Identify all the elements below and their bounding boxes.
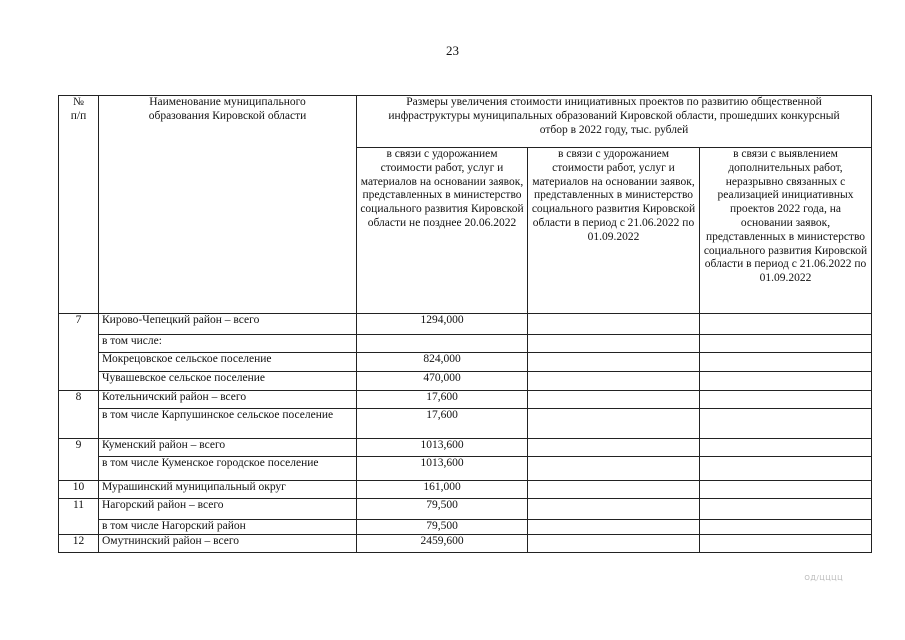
row-number: 12 <box>59 534 99 552</box>
value-cell-empty <box>700 520 872 535</box>
value-cell-empty <box>528 353 700 372</box>
value-cell-empty <box>528 439 700 457</box>
value-cell: 824,000 <box>357 353 528 372</box>
value-cell: 2459,600 <box>357 534 528 552</box>
value-cell-empty <box>700 353 872 372</box>
header-col-2106-0109: в связи с удорожанием стоимости работ, услуг и материалов на основании заявок, представленных в министерство социального развития Кировской области в период с 21.06.2022 по 01.09.2022 <box>528 148 700 314</box>
row-number: 7 <box>59 314 99 391</box>
value-cell-empty <box>700 372 872 391</box>
municipality-name: Мурашинский муниципальный округ <box>99 481 357 499</box>
value-cell-empty <box>528 457 700 481</box>
municipality-name: Куменский район – всего <box>99 439 357 457</box>
value-cell-empty <box>528 335 700 353</box>
value-cell-empty <box>700 391 872 409</box>
row-number: 9 <box>59 439 99 481</box>
header-col-additional-works: в связи с выявлением дополнительных работ, неразрывно связанных с реализацией инициативных проектов 2022 года, на основании заявок, представленных в министерство социального развития Кировской области в период с 21.06.2022 по 01.09.2022 <box>700 148 872 314</box>
budget-table <box>58 95 872 553</box>
value-cell-empty <box>700 335 872 353</box>
value-cell: 1013,600 <box>357 457 528 481</box>
value-cell: 17,600 <box>357 391 528 409</box>
municipality-name: в том числе Карпушинское сельское поселение <box>99 409 357 439</box>
value-cell-empty <box>528 534 700 552</box>
row-number: 11 <box>59 499 99 535</box>
value-cell-empty <box>700 534 872 552</box>
value-cell: 79,500 <box>357 520 528 535</box>
stamp-mark: ОД/ЦЦЦЦ <box>804 574 843 582</box>
value-cell: 470,000 <box>357 372 528 391</box>
header-col-before-2006: в связи с удорожанием стоимости работ, услуг и материалов на основании заявок, представленных в министерство социального развития Кировской области не позднее 20.06.2022 <box>357 148 528 314</box>
value-cell: 1294,000 <box>357 314 528 335</box>
municipality-name: в том числе Куменское городское поселение <box>99 457 357 481</box>
value-cell-empty <box>700 439 872 457</box>
value-cell-empty <box>528 314 700 335</box>
value-cell-empty <box>528 409 700 439</box>
page-number: 23 <box>446 43 459 58</box>
municipality-name: Нагорский район – всего <box>99 499 357 520</box>
value-cell <box>357 335 528 353</box>
row-number: 10 <box>59 481 99 499</box>
value-cell-empty <box>700 314 872 335</box>
header-number: № п/п <box>59 96 99 314</box>
value-cell-empty <box>700 499 872 520</box>
value-cell: 79,500 <box>357 499 528 520</box>
value-cell-empty <box>528 372 700 391</box>
value-cell-empty <box>528 391 700 409</box>
value-cell: 161,000 <box>357 481 528 499</box>
row-number: 8 <box>59 391 99 439</box>
value-cell-empty <box>528 520 700 535</box>
value-cell-empty <box>700 409 872 439</box>
header-group: Размеры увеличения стоимости инициативных проектов по развитию общественной инфраструктуры муниципальных образований Кировской области, прошедших конкурсный отбор в 2022 году, тыс. рублей <box>357 96 872 148</box>
value-cell-empty <box>700 457 872 481</box>
value-cell: 17,600 <box>357 409 528 439</box>
municipality-name: Котельничский район – всего <box>99 391 357 409</box>
value-cell: 1013,600 <box>357 439 528 457</box>
municipality-name: Чувашевское сельское поселение <box>99 372 357 391</box>
municipality-name: в том числе: <box>99 335 357 353</box>
value-cell-empty <box>528 499 700 520</box>
value-cell-empty <box>528 481 700 499</box>
header-municipality: Наименование муниципального образования Кировской области <box>99 96 357 314</box>
municipality-name: Мокрецовское сельское поселение <box>99 353 357 372</box>
value-cell-empty <box>700 481 872 499</box>
municipality-name: Омутнинский район – всего <box>99 534 357 552</box>
municipality-name: Кирово-Чепецкий район – всего <box>99 314 357 335</box>
municipality-name: в том числе Нагорский район <box>99 520 357 535</box>
